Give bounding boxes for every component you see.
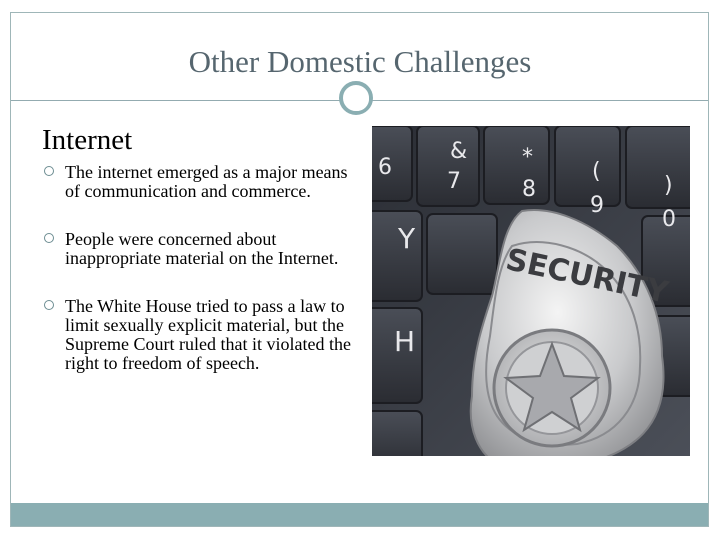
- key-eight: 8: [522, 177, 536, 202]
- key-six: 6: [378, 155, 392, 180]
- bullet-item: [42, 297, 352, 373]
- badge-text: SECURITY: [502, 242, 672, 311]
- bullet-text: The internet emerged as a major means of communication and commerce.: [65, 162, 348, 201]
- key-seven: 7: [447, 169, 461, 194]
- section-heading: Internet: [42, 124, 133, 156]
- bullet-item: [42, 230, 352, 268]
- footer-bar: [11, 503, 708, 526]
- circle-bullet-icon: [44, 300, 54, 310]
- bullet-item: [42, 163, 352, 201]
- key-ampersand: &: [450, 139, 468, 164]
- key-nine: 9: [590, 193, 604, 218]
- bullet-text: People were concerned about inappropriate material on the Internet.: [65, 229, 339, 268]
- security-badge-photo: [372, 126, 690, 456]
- key-asterisk: *: [522, 145, 533, 170]
- key-y: Y: [398, 222, 416, 255]
- badge-on-keyboard-image: [372, 126, 690, 456]
- circle-bullet-icon: [44, 233, 54, 243]
- bullet-text: The White House tried to pass a law to limit sexually explicit material, but the Supreme Court ruled that it violated the right to freedom of speech.: [65, 296, 351, 373]
- key-open-paren: (: [592, 159, 601, 184]
- slide-title: Other Domestic Challenges: [188, 44, 532, 79]
- bullet-list: [42, 163, 352, 373]
- key-close-paren: ): [664, 173, 673, 198]
- key-h: H: [394, 325, 416, 358]
- circle-bullet-icon: [44, 166, 54, 176]
- ring-ornament-icon: [339, 81, 373, 115]
- key-zero: 0: [662, 207, 676, 232]
